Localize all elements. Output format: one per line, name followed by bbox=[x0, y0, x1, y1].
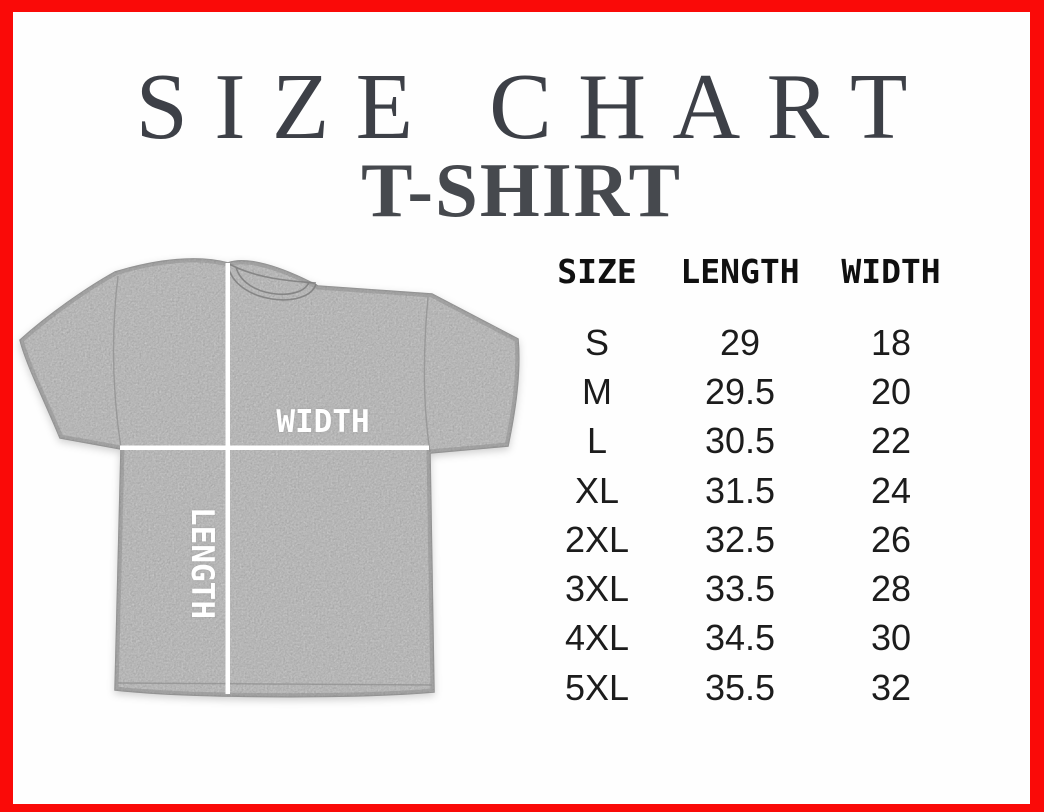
column-header-length: LENGTH bbox=[680, 251, 800, 291]
width-cell: 26 bbox=[870, 518, 912, 560]
width-cell: 24 bbox=[870, 469, 912, 511]
length-line bbox=[226, 263, 231, 694]
length-cell: 30.5 bbox=[704, 420, 776, 462]
size-cell: S bbox=[584, 321, 609, 363]
table-row bbox=[530, 564, 1000, 613]
page-title: SIZE CHART bbox=[135, 55, 934, 159]
size-cell: 4XL bbox=[564, 617, 630, 659]
size-cell: 5XL bbox=[564, 666, 630, 708]
length-measure-label: LENGTH bbox=[184, 507, 220, 619]
width-line bbox=[120, 446, 429, 451]
tshirt-fabric-texture bbox=[18, 252, 524, 704]
tshirt-graphic bbox=[18, 252, 524, 704]
length-cell: 33.5 bbox=[704, 568, 776, 610]
table-row bbox=[530, 318, 1000, 367]
size-table-header bbox=[530, 250, 1000, 292]
length-cell: 34.5 bbox=[704, 617, 776, 659]
width-cell: 20 bbox=[870, 370, 912, 412]
column-header-size: SIZE bbox=[557, 251, 637, 291]
width-cell: 32 bbox=[870, 666, 912, 708]
length-cell: 32.5 bbox=[704, 518, 776, 560]
table-row bbox=[530, 614, 1000, 663]
size-cell: 2XL bbox=[564, 518, 630, 560]
length-cell: 29.5 bbox=[704, 370, 776, 412]
table-row bbox=[530, 515, 1000, 564]
size-cell: 3XL bbox=[564, 568, 630, 610]
column-header-width: WIDTH bbox=[841, 251, 941, 291]
width-cell: 30 bbox=[870, 617, 912, 659]
table-row bbox=[530, 417, 1000, 466]
size-table bbox=[530, 318, 1000, 712]
table-row bbox=[530, 367, 1000, 416]
length-cell: 35.5 bbox=[704, 666, 776, 708]
width-cell: 18 bbox=[870, 321, 912, 363]
width-cell: 28 bbox=[870, 568, 912, 610]
length-cell: 29 bbox=[719, 321, 761, 363]
table-row bbox=[530, 663, 1000, 712]
size-cell: M bbox=[582, 370, 612, 412]
width-measure-label: WIDTH bbox=[276, 404, 370, 440]
table-row bbox=[530, 466, 1000, 515]
width-cell: 22 bbox=[870, 420, 912, 462]
length-cell: 31.5 bbox=[704, 469, 776, 511]
size-cell: XL bbox=[574, 469, 620, 511]
size-cell: L bbox=[586, 420, 608, 462]
page-subtitle: T-SHIRT bbox=[361, 147, 682, 233]
